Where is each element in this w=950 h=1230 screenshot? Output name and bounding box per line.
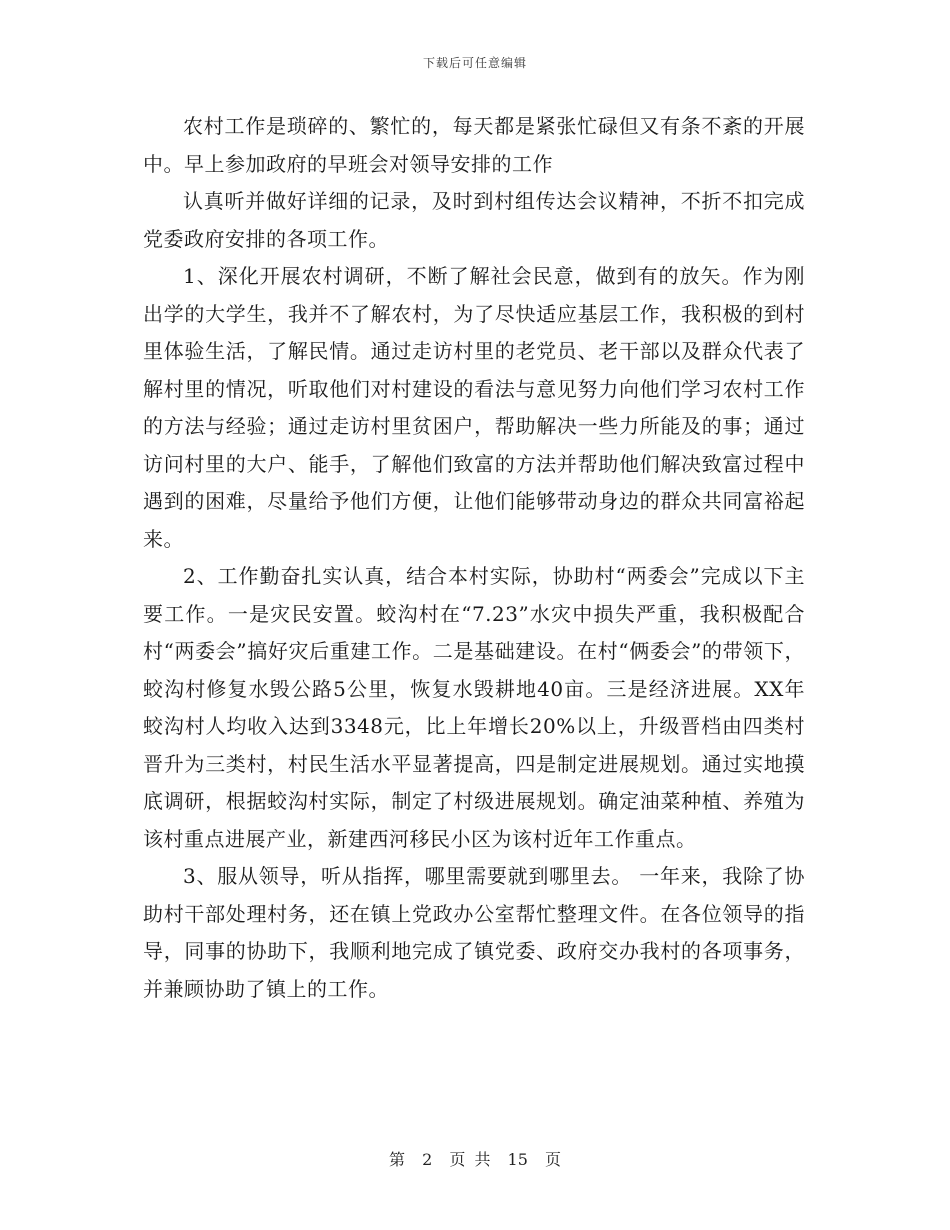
paragraph-item-2: 2、工作勤奋扎实认真，结合本村实际，协助村“两委会”完成以下主要工作。一是灾民安置。蛟沟村在“7.23”水灾中损失严重，我积极配合村“两委会”搞好灾后重建工作。二是基础建设。在村“俩委会”的带领下，蛟沟村修复水毁公路5公里，恢复水毁耕地40亩。三是经济进展。XX年蛟沟村人均收入达到3348元，比上年增长20%以上，升级晋档由四类村晋升为三类村，村民生活水平显著提高，四是制定进展规划。通过实地摸底调研，根据蛟沟村实际，制定了村级进展规划。确定油菜种植、养殖为该村重点进展产业，新建西河移民小区为该村近年工作重点。 xyxy=(143,564,805,851)
paragraph-item-1: 1、深化开展农村调研，不断了解社会民意，做到有的放矢。作为刚出学的大学生，我并不了解农村，为了尽快适应基层工作，我积极的到村里体验生活，了解民情。通过走访村里的老党员、老干部以及群众代表了解村里的情况，听取他们对村建设的看法与意见努力向他们学习农村工作的方法与经验；通过走访村里贫困户，帮助解决一些力所能及的事；通过访问村里的大户、能手，了解他们致富的方法并帮助他们解决致富过程中遇到的困难，尽量给予他们方便，让他们能够带动身边的群众共同富裕起来。 xyxy=(143,264,805,551)
paragraph-intro: 农村工作是琐碎的、繁忙的，每天都是紧张忙碌但又有条不紊的开展中。早上参加政府的早班会对领导安排的工作 xyxy=(143,114,805,176)
footer-label-end: 页 xyxy=(545,1150,562,1169)
footer-label-of: 页 共 xyxy=(449,1150,491,1169)
footer-label-page: 第 xyxy=(388,1150,405,1169)
footer-current-page: 2 xyxy=(422,1150,433,1169)
footer-total-pages: 15 xyxy=(507,1150,528,1169)
document-body xyxy=(143,108,805,1008)
paragraph-item-3: 3、服从领导，听从指挥，哪里需要就到哪里去。 一年来，我除了协助村干部处理村务，还在镇上党政办公室帮忙整理文件。在各位领导的指导，同事的协助下，我顺利地完成了镇党委、政府交办我村的各项事务，并兼顾协助了镇上的工作。 xyxy=(143,864,805,1001)
paragraph-meeting: 认真听并做好详细的记录，及时到村组传达会议精神，不折不扣完成党委政府安排的各项工作。 xyxy=(143,189,805,251)
page-header: 下载后可任意编辑 xyxy=(422,56,527,70)
page-footer xyxy=(0,1147,950,1170)
